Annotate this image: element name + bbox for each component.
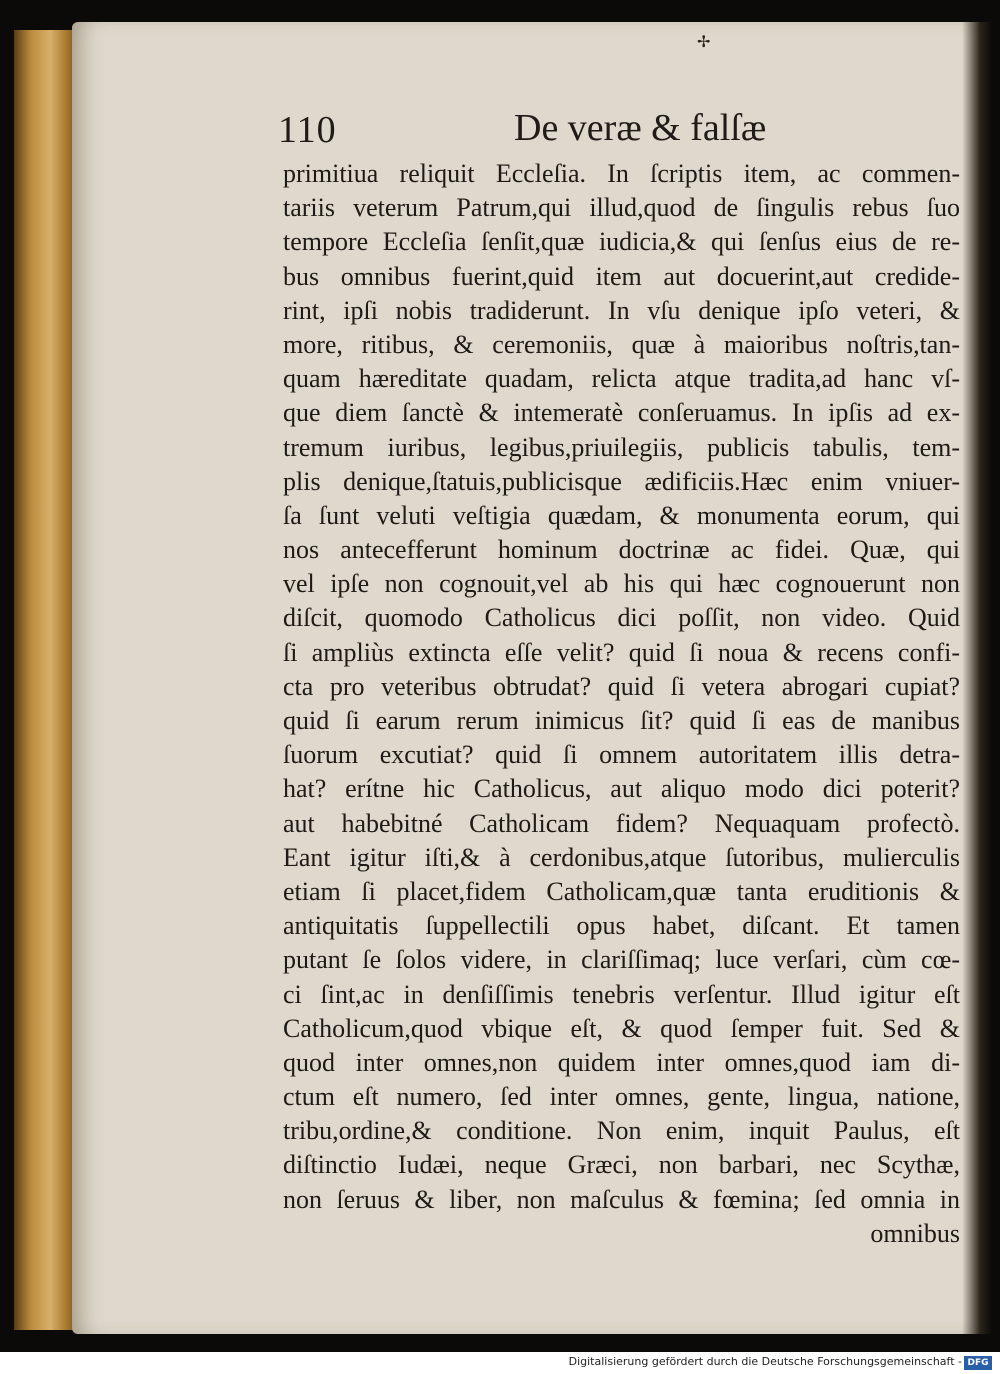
text-line: diſtinctio Iudæi, neque Græci, non barbari, nec Scythæ, (283, 1150, 960, 1180)
text-line: hat? erítne hic Catholicus, aut aliquo modo dici poterit? (283, 774, 960, 804)
text-line: cta pro veteribus obtrudat? quid ſi vetera abrogari cupiat? (283, 671, 960, 701)
text-line: ſa ſunt veluti veſtigia quædam, & monumenta eorum, qui (283, 500, 960, 530)
text-line: que diem ſanctè & intemeratè conſeruamus. In ipſis ad ex- (283, 398, 960, 428)
signature-mark: ✢ (697, 32, 711, 51)
text-line: ci ſint,ac in denſiſſimis tenebris verſentur. Illud igitur eſt (283, 979, 960, 1009)
page-number: 110 (278, 109, 337, 151)
text-line: bus omnibus fuerint,quid item aut docuerint,aut credide- (283, 261, 960, 291)
text-line: etiam ſi placet,fidem Catholicam,quæ tanta eruditionis & (283, 876, 960, 906)
text-line: plis denique,ſtatuis,publicisque ædificiis.Hæc enim vniuer- (283, 466, 960, 496)
running-head (278, 107, 767, 152)
dfg-logo: DFG (964, 1356, 992, 1370)
text-line: quid ſi earum rerum inimicus ſit? quid ſi eas de manibus (283, 706, 960, 735)
text-line: more, ritibus, & ceremoniis, quæ à maioribus noſtris,tan- (283, 329, 960, 359)
text-line: tempore Eccleſia ſenſit,quæ iudicia,& qui ſenſus eius de re- (283, 227, 960, 257)
text-line: tremum iuribus, legibus,priuilegiis, publicis tabulis, tem- (283, 432, 960, 462)
text-line: diſcit, quomodo Catholicus dici poſſit, non video. Quid (283, 603, 960, 633)
text-line: antiquitatis ſuppellectili opus habet, diſcant. Et tamen (283, 911, 960, 941)
text-line: quam hæreditate quadam, relicta atque tradita,ad hanc vſ- (283, 364, 960, 394)
text-line: ſi ampliùs extincta eſſe velit? quid ſi noua & recens confi- (283, 637, 960, 667)
page-gutter-shadow (962, 22, 992, 1334)
text-line: nos antecefferunt hominum doctrinæ ac fidei. Quæ, qui (283, 535, 960, 565)
text-line: aut habebitné Catholicam fidem? Nequaquam profectò. (283, 808, 960, 838)
book-page-edges (14, 30, 80, 1330)
text-line: Eant igitur iſti,& à cerdonibus,atque ſutoribus, mulierculis (283, 842, 960, 872)
text-line: primitiua reliquit Eccleſia. In ſcriptis item, ac commen- (283, 159, 960, 188)
text-line: putant ſe ſolos videre, in clariſſimaq; luce verſari, cùm cœ- (283, 945, 960, 975)
text-line: rint, ipſi nobis tradiderunt. In vſu denique ipſo veteri, & (283, 295, 960, 325)
body-text (283, 157, 960, 1251)
text-line: tariis veterum Patrum,qui illud,quod de ſingulis rebus ſuo (283, 193, 960, 223)
text-line: tribu,ordine,& conditione. Non enim, inquit Paulus, eſt (283, 1116, 960, 1146)
text-line: ctum eſt numero, ſed inter omnes, gente, lingua, natione, (283, 1082, 960, 1112)
text-line: quod inter omnes,non quidem inter omnes,quod iam di- (283, 1047, 960, 1077)
text-line: ſuorum excutiat? quid ſi omnem autoritatem illis detra- (283, 740, 960, 770)
digitization-credit: Digitalisierung gefördert durch die Deutsche Forschungsgemeinschaft - (568, 1355, 962, 1368)
text-line: vel ipſe non cognouit,vel ab his qui hæc cognouerunt non (283, 569, 960, 599)
running-title: De veræ & falſæ (514, 107, 767, 149)
catchword: omnibus (870, 1218, 960, 1248)
text-line: non ſeruus & liber, non maſculus & fœmina; ſed omnia in (283, 1184, 960, 1214)
text-line: Catholicum,quod vbique eſt, & quod ſemper fuit. Sed & (283, 1013, 960, 1043)
